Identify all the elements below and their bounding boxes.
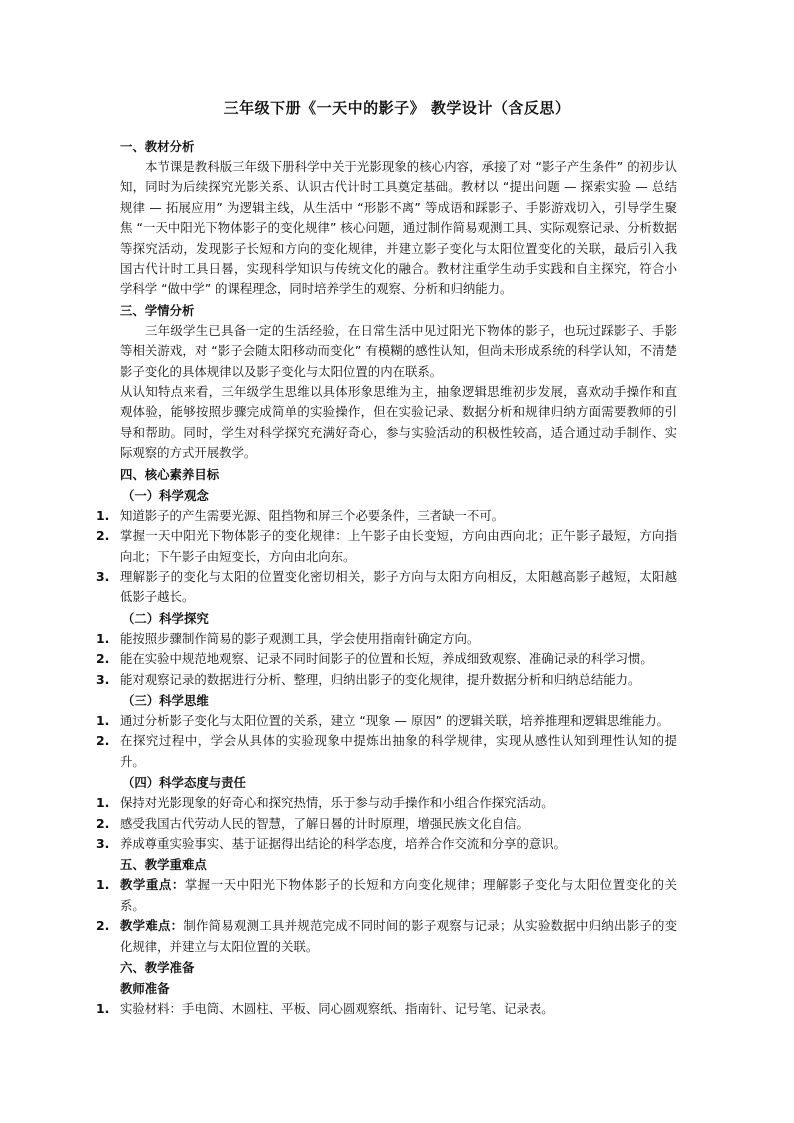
paragraph: 从认知特点来看，三年级学生思维以具体形象思维为主，抽象逻辑思维初步发展，喜欢动手操作和直观体验，能够按照步骤完成简单的实验操作，但在实验记录、数据分析和规律归纳方面需要教师的引导和帮助。同时，学生对科学探究充满好奇心，参与实验活动的积极性较高，适合通过动手制作、实际观察的方式开展教学。 bbox=[120, 384, 677, 461]
list-text: 感受我国古代劳动人民的智慧，了解日晷的计时原理，增强民族文化自信。 bbox=[120, 815, 529, 831]
list-item bbox=[96, 916, 678, 957]
list-text: 能按照步骤制作简易的影子观测工具，学会使用指南针确定方向。 bbox=[120, 630, 480, 646]
list-item bbox=[96, 731, 677, 772]
list-text bbox=[120, 916, 677, 957]
list-content: 掌握一天中阳光下物体影子的长短和方向变化规律；理解影子变化与太阳位置变化的关系。 bbox=[120, 877, 678, 913]
list-number: 1. bbox=[96, 877, 110, 893]
list-item bbox=[96, 875, 678, 916]
list-text: 保持对光影现象的好奇心和探究热情，乐于参与动手操作和小组合作探究活动。 bbox=[120, 795, 554, 811]
list-item bbox=[96, 567, 677, 608]
list-number: 2. bbox=[96, 918, 110, 934]
list-number: 1. bbox=[96, 507, 110, 523]
section-heading-key-points: 五、教学重难点 bbox=[120, 857, 207, 873]
document-title: 三年级下册《一天中的影子》 教学设计（含反思） bbox=[223, 99, 571, 117]
list-text: 能在实验中规范地观察、记录不同时间影子的位置和长短，养成细致观察、准确记录的科学习惯。 bbox=[120, 651, 653, 667]
list-text: 知道影子的产生需要光源、阻挡物和屏三个必要条件，三者缺一不可。 bbox=[120, 507, 505, 523]
list-text bbox=[120, 875, 677, 916]
list-item bbox=[96, 670, 677, 690]
list-number: 1. bbox=[96, 795, 110, 811]
list-number: 1. bbox=[96, 1001, 110, 1016]
list-text: 实验材料：手电筒、木圆柱、平板、同心圆观察纸、指南针、记号笔、记录表。 bbox=[120, 1001, 554, 1016]
section-heading-goals: 四、核心素养目标 bbox=[120, 466, 220, 482]
list-item bbox=[96, 629, 677, 649]
paragraph: 本节课是教科版三年级下册科学中关于光影现象的核心内容，承接了对 “影子产生条件” 的初步认知，同时为后续探究光影关系、认识古代计时工具奠定基础。教材以 “提出问题 — 探索实验 — 总结规律 — 拓展应用” 为逻辑主线，从生活中 “形影不离” 等成语和踩影子、手影游戏切入，引导学生聚焦 “一天中阳光下物体影子的变化规律” 核心问题，通过制作简易观测工具、实际观察记录、分析数据等探究活动，发现影子长短和方向的变化规律，并建立影子变化与太阳位置变化的关联，最后引入我国古代计时工具日晷，实现科学知识与传统文化的融合。教材注重学生动手实践和自主探究，符合小学科学 “做中学” 的课程理念，同时培养学生的观察、分析和归纳能力。 bbox=[120, 159, 677, 297]
list-item bbox=[96, 506, 677, 526]
list-text: 通过分析影子变化与太阳位置的关系，建立 “现象 — 原因” 的逻辑关联，培养推理和逻辑思维能力。 bbox=[120, 712, 669, 728]
list-item bbox=[96, 793, 677, 813]
subsection-heading: （四）科学态度与责任 bbox=[122, 775, 246, 791]
section-heading-preparation: 六、教学准备 bbox=[120, 960, 195, 975]
list-text: 养成尊重实验事实、基于证据得出结论的科学态度，培养合作交流和分享的意识。 bbox=[120, 835, 567, 851]
list-item bbox=[96, 526, 677, 567]
list-number: 2. bbox=[96, 815, 110, 831]
list-text: 能对观察记录的数据进行分析、整理，归纳出影子的变化规律，提升数据分析和归纳总结能力。 bbox=[120, 671, 641, 687]
list-item bbox=[96, 711, 677, 731]
subsection-heading: （三）科学思维 bbox=[122, 692, 209, 708]
list-label: 教学难点： bbox=[120, 918, 184, 934]
document-body bbox=[96, 136, 678, 1019]
list-item bbox=[96, 814, 677, 834]
section-heading-textbook: 一、教材分析 bbox=[120, 139, 195, 154]
list-number: 1. bbox=[96, 712, 110, 728]
list-item bbox=[96, 834, 677, 854]
list-number: 3. bbox=[96, 568, 110, 584]
list-content: 制作简易观测工具并规范完成不同时间的影子观察与记录；从实验数据中归纳出影子的变化规律，并建立与太阳位置的关联。 bbox=[120, 918, 678, 954]
paragraph: 三年级学生已具备一定的生活经验，在日常生活中见过阳光下物体的影子，也玩过踩影子、手影等相关游戏，对 “影子会随太阳移动而变化” 有模糊的感性认知，但尚未形成系统的科学认知，不清楚影子变化的具体规律以及影子变化与太阳位置的内在联系。 bbox=[120, 322, 677, 379]
list-number: 1. bbox=[96, 630, 110, 646]
subsection-heading: 教师准备 bbox=[120, 981, 170, 996]
section-heading-students: 三、学情分析 bbox=[120, 302, 195, 318]
list-number: 3. bbox=[96, 671, 110, 687]
list-item bbox=[96, 649, 677, 669]
list-number: 2. bbox=[96, 651, 110, 667]
list-number: 2. bbox=[96, 528, 110, 544]
list-number: 3. bbox=[96, 835, 110, 851]
list-text: 掌握一天中阳光下物体影子的变化规律：上午影子由长变短，方向由西向北；正午影子最短，方向指向北；下午影子由短变长，方向由北向东。 bbox=[120, 528, 677, 564]
list-text: 在探究过程中，学会从具体的实验现象中提炼出抽象的科学规律，实现从感性认知到理性认知的提升。 bbox=[120, 733, 677, 769]
subsection-heading: （二）科学探究 bbox=[122, 610, 209, 626]
list-item bbox=[96, 999, 677, 1019]
list-text: 理解影子的变化与太阳的位置变化密切相关，影子方向与太阳方向相反，太阳越高影子越短，太阳越低影子越长。 bbox=[120, 568, 677, 605]
list-label: 教学重点： bbox=[120, 877, 185, 893]
list-number: 2. bbox=[96, 733, 110, 749]
subsection-heading: （一）科学观念 bbox=[122, 487, 209, 503]
